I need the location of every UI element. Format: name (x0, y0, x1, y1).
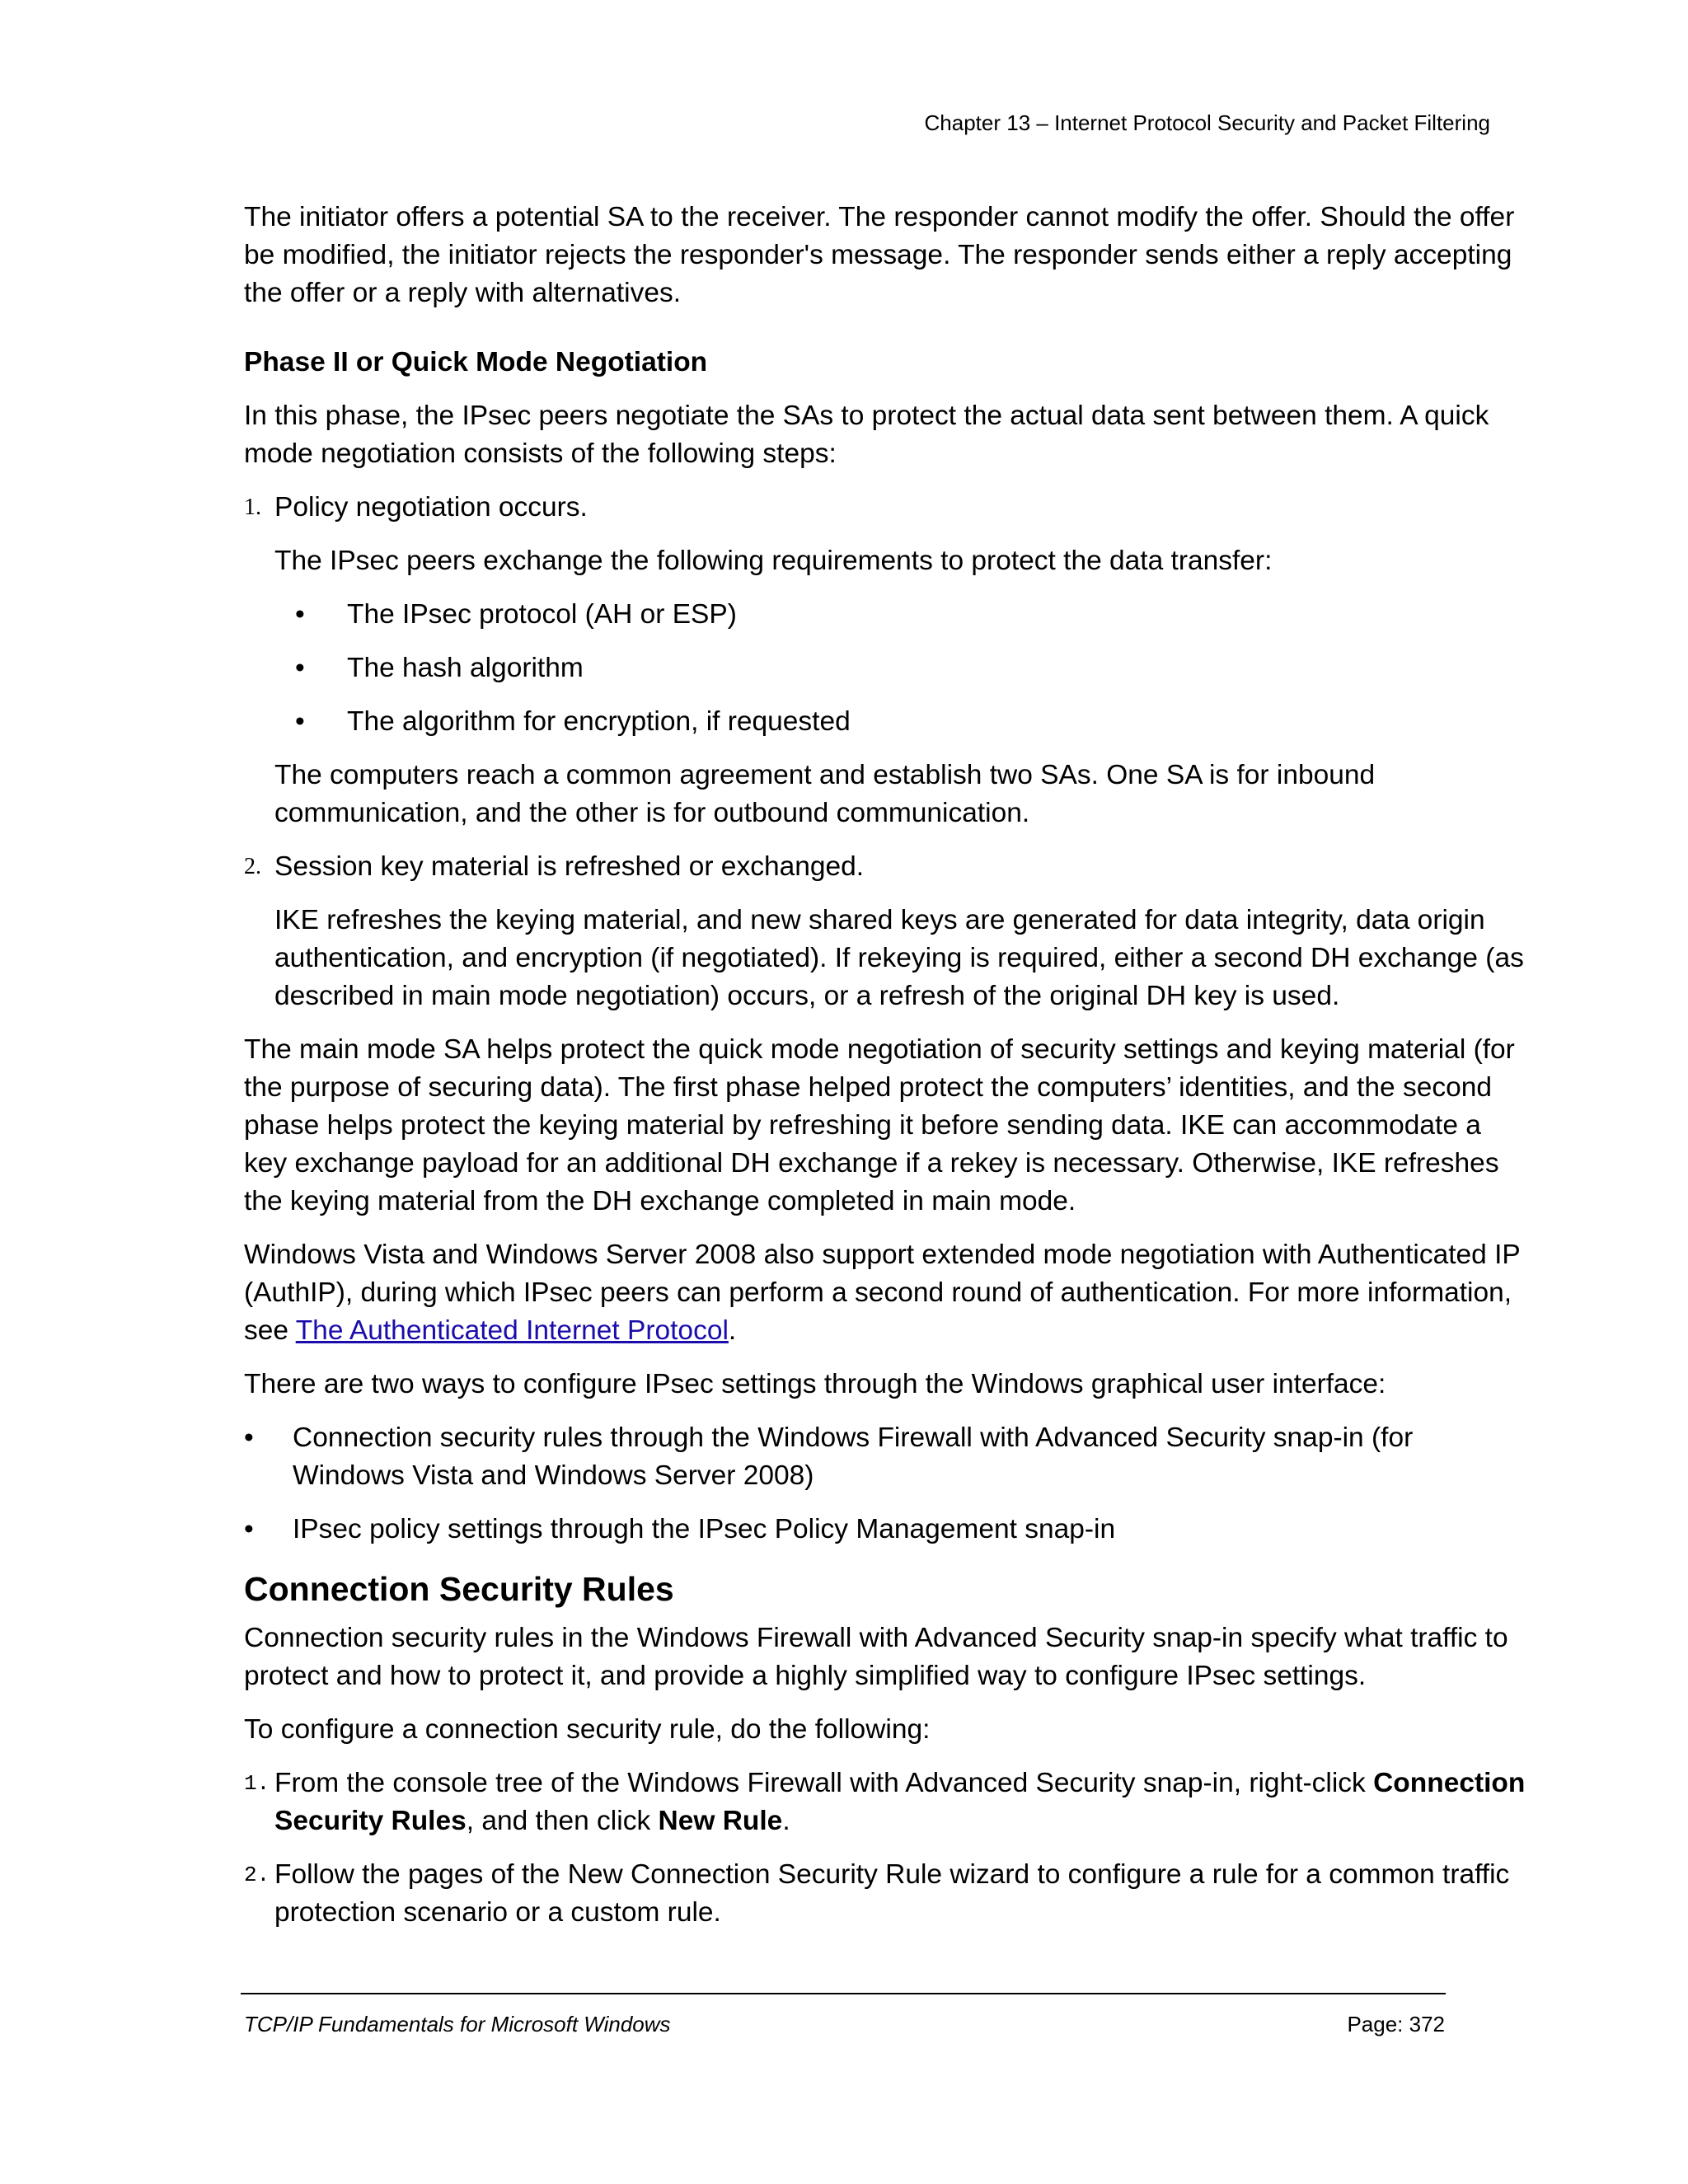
footer-divider (241, 1993, 1446, 1994)
footer-book-title: TCP/IP Fundamentals for Microsoft Windows (244, 2012, 671, 2036)
config-step-2-number: 2. (244, 1863, 270, 1887)
step-1-conclusion: The computers reach a common agreement and establish two SAs. One SA is for inbound communication, and the other is for outbound communication. (274, 760, 1376, 828)
paragraph-initiator: The initiator offers a potential SA to the receiver. The responder cannot modify the offer. Should the offer be modified, the initiator rejects the responder's message. The responder sends either a reply accepting the offer or a reply with alternatives. (244, 202, 1515, 308)
page-body (244, 199, 1530, 1947)
phase2-heading: Phase II or Quick Mode Negotiation (244, 347, 708, 377)
authenticated-internet-protocol-link[interactable]: The Authenticated Internet Protocol (295, 1315, 729, 1346)
config-step-1: 1. From the console tree of the Windows Firewall with Advanced Security snap-in, right-click Connection Security Rules, and then click New Rule. (244, 1765, 1530, 1840)
step-2-title: Session key material is refreshed or exchanged. (274, 851, 865, 882)
paragraph-two-ways: There are two ways to configure IPsec settings through the Windows graphical user interface: (244, 1369, 1386, 1399)
step-2-number: 2. (244, 854, 261, 879)
paragraph-authip: Windows Vista and Windows Server 2008 also support extended mode negotiation with Authenticated IP (AuthIP), during which IPsec peers can perform a second round of authentication. For more information, see The Authenticated Internet Protocol. (244, 1240, 1521, 1346)
config-step-1-number: 1. (244, 1771, 270, 1796)
step-2 (244, 848, 1530, 886)
bullet-icon: • (244, 1514, 254, 1544)
new-rule-term: New Rule (658, 1806, 783, 1836)
connection-security-rules-term: Connection Security Rules (274, 1768, 1526, 1836)
paragraph-main-mode: The main mode SA helps protect the quick mode negotiation of security settings and keying material (for the purpose of securing data). The first phase helped protect the computers’ identities, and the second phase helps protect the keying material by refreshing it before sending data. IKE can accommodate a key exchange payload for an additional DH exchange if a rekey is necessary. Otherwise, IKE refreshes the keying material from the DH exchange completed in main mode. (244, 1034, 1515, 1216)
bullet-icon: • (295, 599, 305, 630)
section-title: Connection Security Rules (244, 1570, 674, 1608)
step-1-number: 1. (244, 494, 261, 520)
configuration-way-bullet: • IPsec policy settings through the IPsec Policy Management snap-in (244, 1511, 1530, 1549)
footer-page-number: Page: 372 (1347, 2012, 1445, 2036)
configuration-way-bullet: • Connection security rules through the Windows Firewall with Advanced Security snap-in (for Windows Vista and Windows Server 2008) (244, 1419, 1530, 1495)
running-header: Chapter 13 – Internet Protocol Security and Packet Filtering (924, 110, 1490, 135)
requirement-bullet: • The algorithm for encryption, if requested (244, 703, 1530, 741)
bullet-icon: • (295, 706, 305, 737)
requirement-bullet: • The hash algorithm (244, 649, 1530, 687)
bullet-icon: • (295, 653, 305, 683)
paragraph-phase2-intro: In this phase, the IPsec peers negotiate the SAs to protect the actual data sent between them. A quick mode negotiation consists of the following steps: (244, 401, 1489, 469)
step-2-detail: IKE refreshes the keying material, and new shared keys are generated for data integrity, data origin authentication, and encryption (if negotiated). If rekeying is required, either a second DH exchange (as described in main mode negotiation) occurs, or a refresh of the original DH key is used. (274, 905, 1524, 1011)
step-1-intro: The IPsec peers exchange the following requirements to protect the data transfer: (274, 546, 1273, 576)
requirement-bullet: • The IPsec protocol (AH or ESP) (244, 596, 1530, 634)
step-1-title: Policy negotiation occurs. (274, 492, 588, 523)
step-1 (244, 489, 1530, 527)
paragraph-config-intro: To configure a connection security rule, do the following: (244, 1714, 931, 1745)
bullet-icon: • (244, 1422, 254, 1453)
config-step-2: 2. Follow the pages of the New Connection Security Rule wizard to configure a rule for a common traffic protection scenario or a custom rule. (244, 1856, 1530, 1932)
paragraph-connection-security: Connection security rules in the Windows Firewall with Advanced Security snap-in specify what traffic to protect and how to protect it, and provide a highly simplified way to configure IPsec settings. (244, 1623, 1508, 1691)
